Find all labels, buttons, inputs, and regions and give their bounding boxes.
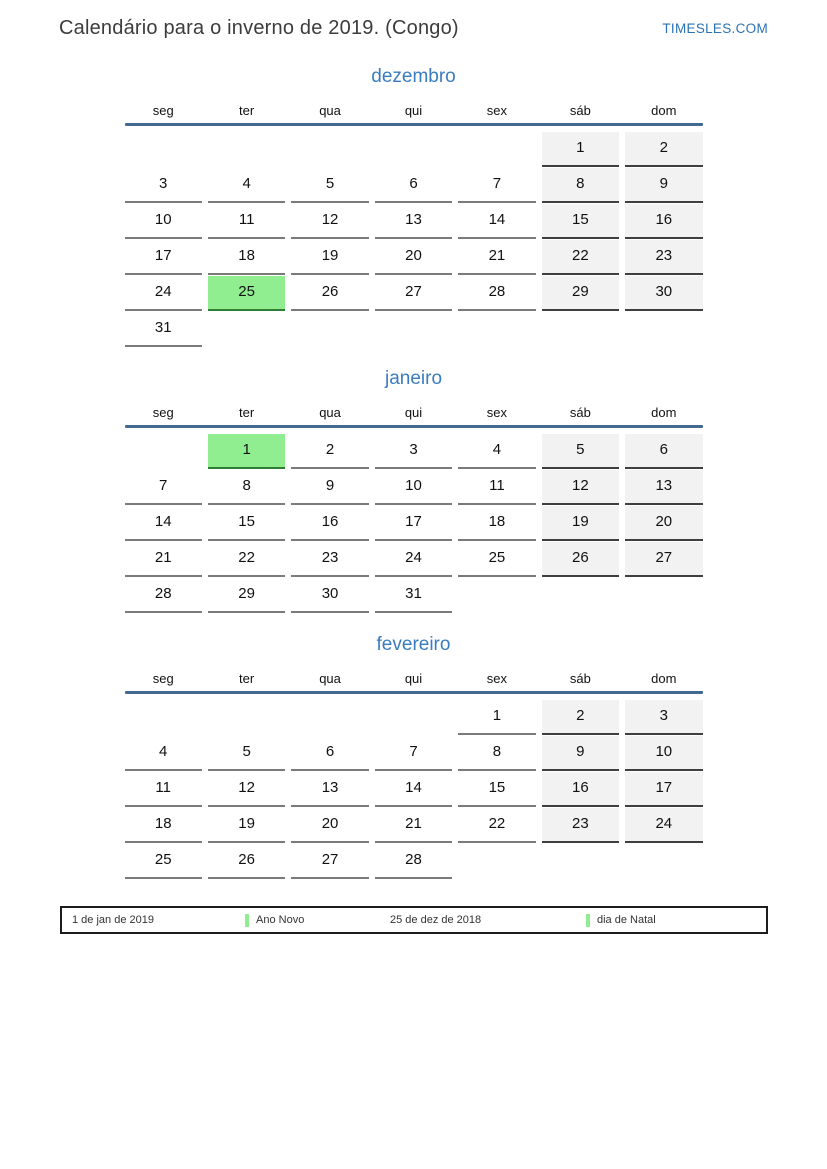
empty-cell bbox=[208, 312, 285, 347]
day-cell: 16 bbox=[542, 772, 619, 807]
day-cell: 26 bbox=[542, 542, 619, 577]
day-cell: 17 bbox=[125, 240, 202, 275]
day-cell: 12 bbox=[291, 204, 368, 239]
day-cell: 6 bbox=[291, 736, 368, 771]
page-title: Calendário para o inverno de 2019. (Congo) bbox=[59, 17, 459, 39]
day-cell: 7 bbox=[125, 470, 202, 505]
day-cell: 17 bbox=[625, 772, 702, 807]
day-cell: 21 bbox=[458, 240, 535, 275]
weekday-label: qui bbox=[404, 103, 423, 118]
page-header bbox=[0, 17, 827, 40]
weekday-label: qua bbox=[319, 671, 341, 686]
empty-cell bbox=[542, 844, 619, 879]
day-cell: 7 bbox=[375, 736, 452, 771]
day-cell: 20 bbox=[291, 808, 368, 843]
day-cell: 7 bbox=[458, 168, 535, 203]
weekday-header-row bbox=[125, 103, 703, 118]
months-container bbox=[125, 66, 703, 879]
day-cell: 17 bbox=[375, 506, 452, 541]
empty-cell bbox=[458, 844, 535, 879]
day-cell: 8 bbox=[458, 736, 535, 771]
day-cell: 6 bbox=[625, 434, 702, 469]
weekday-label: qui bbox=[404, 671, 423, 686]
day-cell: 19 bbox=[291, 240, 368, 275]
day-cell: 27 bbox=[291, 844, 368, 879]
day-cell: 14 bbox=[375, 772, 452, 807]
month-title: fevereiro bbox=[376, 634, 451, 655]
day-cell: 20 bbox=[625, 506, 702, 541]
header-rule bbox=[125, 691, 703, 694]
holiday-day-cell: 25 bbox=[208, 276, 285, 311]
day-cell: 30 bbox=[291, 578, 368, 613]
empty-cell bbox=[375, 132, 452, 167]
legend-item bbox=[245, 914, 390, 927]
month-title: janeiro bbox=[384, 368, 443, 389]
day-cell: 14 bbox=[458, 204, 535, 239]
empty-cell bbox=[625, 312, 702, 347]
day-cell: 11 bbox=[458, 470, 535, 505]
weekday-label: seg bbox=[152, 671, 174, 686]
days-grid bbox=[125, 700, 703, 879]
empty-cell bbox=[291, 312, 368, 347]
weekday-label: qua bbox=[319, 103, 341, 118]
weekday-label: sáb bbox=[569, 671, 591, 686]
day-cell: 22 bbox=[542, 240, 619, 275]
day-cell: 22 bbox=[458, 808, 535, 843]
legend-item bbox=[586, 914, 656, 927]
day-cell: 26 bbox=[291, 276, 368, 311]
day-cell: 13 bbox=[375, 204, 452, 239]
weekday-label: sáb bbox=[569, 405, 591, 420]
holiday-day-cell: 1 bbox=[208, 434, 285, 469]
day-cell: 10 bbox=[125, 204, 202, 239]
day-cell: 8 bbox=[542, 168, 619, 203]
empty-cell bbox=[625, 844, 702, 879]
empty-cell bbox=[625, 578, 702, 613]
day-cell: 28 bbox=[125, 578, 202, 613]
empty-cell bbox=[125, 132, 202, 167]
day-cell: 26 bbox=[208, 844, 285, 879]
day-cell: 16 bbox=[625, 204, 702, 239]
empty-cell bbox=[291, 700, 368, 735]
day-cell: 8 bbox=[208, 470, 285, 505]
weekday-header-row bbox=[125, 671, 703, 686]
day-cell: 10 bbox=[375, 470, 452, 505]
day-cell: 15 bbox=[458, 772, 535, 807]
day-cell: 10 bbox=[625, 736, 702, 771]
day-cell: 5 bbox=[291, 168, 368, 203]
day-cell: 14 bbox=[125, 506, 202, 541]
empty-cell bbox=[125, 700, 202, 735]
day-cell: 4 bbox=[458, 434, 535, 469]
empty-cell bbox=[208, 132, 285, 167]
holiday-marker-icon bbox=[586, 914, 590, 927]
day-cell: 16 bbox=[291, 506, 368, 541]
weekday-label: sex bbox=[486, 103, 508, 118]
day-cell: 9 bbox=[291, 470, 368, 505]
day-cell: 3 bbox=[375, 434, 452, 469]
day-cell: 31 bbox=[375, 578, 452, 613]
legend-date: 25 de dez de 2018 bbox=[390, 914, 482, 926]
day-cell: 24 bbox=[375, 542, 452, 577]
month-february bbox=[125, 634, 703, 879]
day-cell: 23 bbox=[625, 240, 702, 275]
weekday-label: ter bbox=[239, 103, 255, 118]
weekday-label: sáb bbox=[569, 103, 591, 118]
day-cell: 21 bbox=[375, 808, 452, 843]
day-cell: 19 bbox=[208, 808, 285, 843]
day-cell: 21 bbox=[125, 542, 202, 577]
header-rule bbox=[125, 123, 703, 126]
weekday-label: dom bbox=[651, 405, 677, 420]
empty-cell bbox=[125, 434, 202, 469]
weekday-label: dom bbox=[651, 103, 677, 118]
day-cell: 2 bbox=[291, 434, 368, 469]
day-cell: 24 bbox=[625, 808, 702, 843]
weekday-label: qua bbox=[319, 405, 341, 420]
weekday-label: sex bbox=[486, 405, 508, 420]
weekday-header-row bbox=[125, 405, 703, 420]
holiday-legend bbox=[60, 906, 768, 934]
day-cell: 1 bbox=[458, 700, 535, 735]
day-cell: 4 bbox=[125, 736, 202, 771]
day-cell: 24 bbox=[125, 276, 202, 311]
day-cell: 2 bbox=[542, 700, 619, 735]
day-cell: 29 bbox=[208, 578, 285, 613]
weekday-label: ter bbox=[239, 405, 255, 420]
day-cell: 13 bbox=[291, 772, 368, 807]
day-cell: 3 bbox=[625, 700, 702, 735]
day-cell: 18 bbox=[125, 808, 202, 843]
day-cell: 15 bbox=[542, 204, 619, 239]
weekday-label: sex bbox=[486, 671, 508, 686]
legend-label: dia de Natal bbox=[597, 914, 656, 926]
month-january bbox=[125, 368, 703, 613]
empty-cell bbox=[375, 312, 452, 347]
day-cell: 5 bbox=[208, 736, 285, 771]
day-cell: 19 bbox=[542, 506, 619, 541]
day-cell: 25 bbox=[125, 844, 202, 879]
day-cell: 4 bbox=[208, 168, 285, 203]
empty-cell bbox=[542, 578, 619, 613]
weekday-label: qui bbox=[404, 405, 423, 420]
day-cell: 23 bbox=[542, 808, 619, 843]
day-cell: 11 bbox=[125, 772, 202, 807]
day-cell: 28 bbox=[458, 276, 535, 311]
weekday-label: seg bbox=[152, 405, 174, 420]
day-cell: 18 bbox=[458, 506, 535, 541]
day-cell: 15 bbox=[208, 506, 285, 541]
day-cell: 9 bbox=[625, 168, 702, 203]
empty-cell bbox=[458, 132, 535, 167]
day-cell: 22 bbox=[208, 542, 285, 577]
holiday-marker-icon bbox=[245, 914, 249, 927]
empty-cell bbox=[458, 312, 535, 347]
day-cell: 12 bbox=[208, 772, 285, 807]
legend-date: 1 de jan de 2019 bbox=[72, 914, 154, 926]
day-cell: 11 bbox=[208, 204, 285, 239]
day-cell: 9 bbox=[542, 736, 619, 771]
day-cell: 6 bbox=[375, 168, 452, 203]
day-cell: 28 bbox=[375, 844, 452, 879]
day-cell: 23 bbox=[291, 542, 368, 577]
day-cell: 12 bbox=[542, 470, 619, 505]
brand-link[interactable]: TIMESLES.COM bbox=[662, 21, 768, 36]
day-cell: 25 bbox=[458, 542, 535, 577]
weekday-label: ter bbox=[239, 671, 255, 686]
month-december bbox=[125, 66, 703, 347]
weekday-label: dom bbox=[651, 671, 677, 686]
empty-cell bbox=[375, 700, 452, 735]
day-cell: 27 bbox=[375, 276, 452, 311]
legend-label: Ano Novo bbox=[256, 914, 305, 926]
days-grid bbox=[125, 434, 703, 613]
day-cell: 1 bbox=[542, 132, 619, 167]
weekday-label: seg bbox=[152, 103, 174, 118]
day-cell: 30 bbox=[625, 276, 702, 311]
empty-cell bbox=[291, 132, 368, 167]
month-title: dezembro bbox=[371, 66, 456, 87]
day-cell: 13 bbox=[625, 470, 702, 505]
empty-cell bbox=[542, 312, 619, 347]
header-rule bbox=[125, 425, 703, 428]
days-grid bbox=[125, 132, 703, 347]
day-cell: 18 bbox=[208, 240, 285, 275]
day-cell: 29 bbox=[542, 276, 619, 311]
day-cell: 5 bbox=[542, 434, 619, 469]
day-cell: 20 bbox=[375, 240, 452, 275]
day-cell: 27 bbox=[625, 542, 702, 577]
day-cell: 2 bbox=[625, 132, 702, 167]
day-cell: 31 bbox=[125, 312, 202, 347]
empty-cell bbox=[458, 578, 535, 613]
day-cell: 3 bbox=[125, 168, 202, 203]
empty-cell bbox=[208, 700, 285, 735]
